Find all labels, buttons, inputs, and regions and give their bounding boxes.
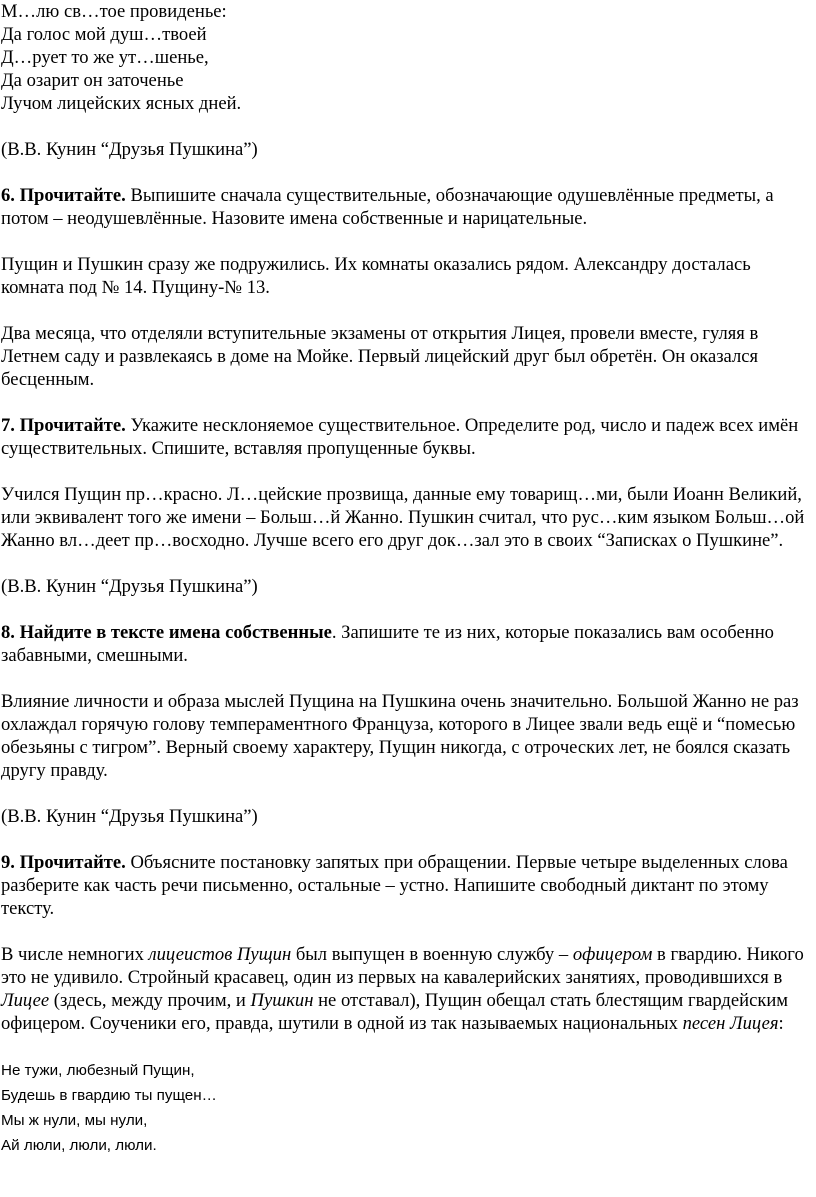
text-run: не отставал), Пущин обещал стать блестящим гвардейским офицером. Соученики его, правда, шутили в одной из так называемых национальных xyxy=(1,990,789,1034)
text-run: (здесь, между прочим, и xyxy=(49,990,251,1011)
poem-stanza xyxy=(1,0,816,115)
text-paragraph xyxy=(1,943,816,1035)
poem-line: Д…рует то же ут…шенье, xyxy=(1,47,209,68)
text-paragraph: Два месяца, что отделяли вступительные экзамены от открытия Лицея, провели вместе, гуляя в Летнем саду и развлекаясь в доме на Мойке. Первый лицейский друг был обретён. Он оказался бесценным. xyxy=(1,323,759,390)
song-line: Не тужи, любезный Пущин, xyxy=(1,1062,195,1079)
task-9-label: 9. Прочитайте. xyxy=(1,852,126,873)
task-9-text: Объясните постановку запятых при обращении. Первые четыре выделенных слова разберите как часть речи письменно, остальные – устно. Напишите свободный диктант по этому тексту. xyxy=(1,852,788,919)
task-8 xyxy=(1,621,816,667)
text-run: в гвардию. Никого это не удивило. Стройный красавец, один из первых на кавалерийских занятиях, проводившихся в xyxy=(1,944,804,988)
song-line: Будешь в гвардию ты пущен… xyxy=(1,1087,217,1104)
text-run: В числе немногих xyxy=(1,944,149,965)
task-6 xyxy=(1,184,816,230)
task-7-text: Укажите несклоняемое существительное. Определите род, число и падеж всех имён существительных. Спишите, вставляя пропущенные буквы. xyxy=(1,415,799,459)
text-paragraph: Учился Пущин пр…красно. Л…цейские прозвища, данные ему товарищ…ми, были Иоанн Великий, или эквивалент того же имени – Больш…й Жанно. Пушкин считал, что рус…ким языком Больш…ой Жанно вл…деет пр…восходно. Лучше всего его друг док…зал это в своих “Записках о Пушкине”. xyxy=(1,484,805,551)
song-verse xyxy=(1,1058,816,1158)
text-run: был выпущен в военную службу – xyxy=(291,944,573,965)
task-6-label: 6. Прочитайте. xyxy=(1,185,126,206)
source-citation: (В.В. Кунин “Друзья Пушкина”) xyxy=(1,139,258,160)
text-paragraph: Пущин и Пушкин сразу же подружились. Их комнаты оказались рядом. Александру досталась комната под № 14. Пущину-№ 13. xyxy=(1,254,751,298)
poem-line: М…лю св…тое провиденье: xyxy=(1,1,227,22)
task-6-text: Выпишите сначала существительные, обозначающие одушевлённые предметы, а потом – неодушевлённые. Назовите имена собственные и нарицательные. xyxy=(1,185,774,229)
highlighted-word: лицеистов Пущин xyxy=(148,944,292,965)
task-7-label: 7. Прочитайте. xyxy=(1,415,126,436)
task-8-text: . Запишите те из них, которые показались вам особенно забавными, смешными. xyxy=(1,622,774,666)
highlighted-word: песен Лицея xyxy=(682,1013,779,1034)
poem-line: Да озарит он заточенье xyxy=(1,70,184,91)
poem-line: Лучом лицейских ясных дней. xyxy=(1,93,242,114)
highlighted-word: Лицее xyxy=(1,990,50,1011)
highlighted-word: офицером xyxy=(572,944,653,965)
source-citation: (В.В. Кунин “Друзья Пушкина”) xyxy=(1,806,258,827)
text-paragraph: Влияние личности и образа мыслей Пущина на Пушкина очень значительно. Большой Жанно не раз охлаждал горячую голову темпераментного Француза, которого в Лицее звали ведь ещё и “помесью обезьяны с тигром”. Верный своему характеру, Пущин никогда, с отроческих лет, не боялся сказать другу правду. xyxy=(1,691,799,781)
song-line: Мы ж нули, мы нули, xyxy=(1,1112,148,1129)
poem-line: Да голос мой душ…твоей xyxy=(1,24,207,45)
task-9 xyxy=(1,851,816,920)
source-citation: (В.В. Кунин “Друзья Пушкина”) xyxy=(1,576,258,597)
highlighted-word: Пушкин xyxy=(250,990,314,1011)
text-run: : xyxy=(778,1013,784,1034)
task-8-label: 8. Найдите в тексте имена собственные xyxy=(1,622,332,643)
task-7 xyxy=(1,414,816,460)
song-line: Ай люли, люли, люли. xyxy=(1,1137,157,1154)
